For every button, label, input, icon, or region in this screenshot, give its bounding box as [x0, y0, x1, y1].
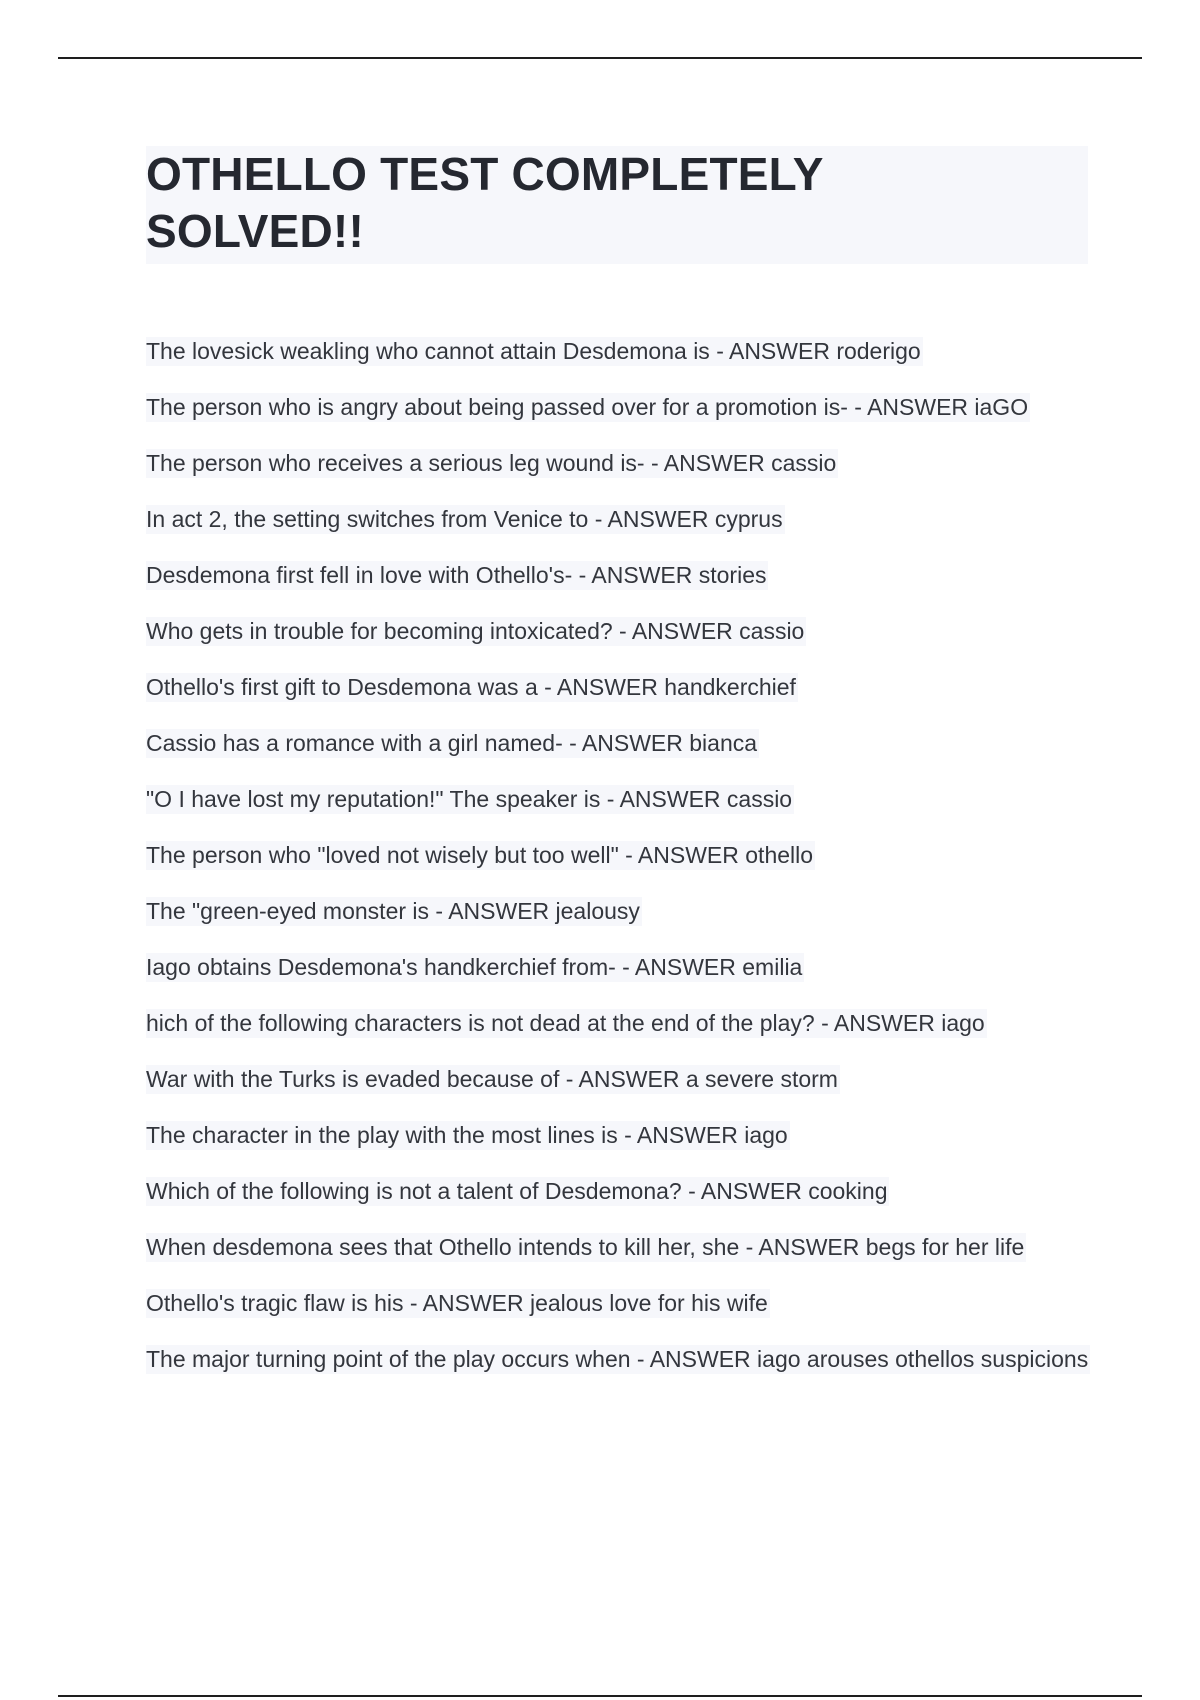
qa-item: In act 2, the setting switches from Venice to - ANSWER cyprus [146, 506, 783, 532]
qa-item: The person who "loved not wisely but too well" - ANSWER othello [146, 842, 814, 868]
qa-item: War with the Turks is evaded because of - ANSWER a severe storm [146, 1066, 838, 1092]
qa-item: The lovesick weakling who cannot attain Desdemona is - ANSWER roderigo [146, 338, 921, 364]
qa-item: The "green-eyed monster is - ANSWER jealousy [146, 898, 640, 924]
bottom-divider [58, 1695, 1142, 1697]
document-title: OTHELLO TEST COMPLETELY SOLVED!! [146, 148, 824, 257]
qa-item: Who gets in trouble for becoming intoxicated? - ANSWER cassio [146, 618, 805, 644]
qa-item: Desdemona first fell in love with Othello's- - ANSWER stories [146, 562, 767, 588]
qa-item: Iago obtains Desdemona's handkerchief from- - ANSWER emilia [146, 954, 803, 980]
qa-item: The person who receives a serious leg wound is- - ANSWER cassio [146, 450, 837, 476]
qa-item: The character in the play with the most lines is - ANSWER iago [146, 1122, 788, 1148]
qa-item: Othello's tragic flaw is his - ANSWER jealous love for his wife [146, 1290, 768, 1316]
qa-item: When desdemona sees that Othello intends to kill her, she - ANSWER begs for her life [146, 1234, 1025, 1260]
qa-item: Cassio has a romance with a girl named- - ANSWER bianca [146, 730, 758, 756]
qa-item: The person who is angry about being passed over for a promotion is- - ANSWER iaGO [146, 394, 1029, 420]
qa-item: The major turning point of the play occurs when - ANSWER iago arouses othellos suspicions [146, 1346, 1089, 1372]
question-answer-list [146, 337, 1096, 1401]
top-divider [58, 57, 1142, 59]
qa-item: Othello's first gift to Desdemona was a - ANSWER handkerchief [146, 674, 796, 700]
qa-item: "O I have lost my reputation!" The speaker is - ANSWER cassio [146, 786, 793, 812]
title-block [146, 146, 1088, 264]
qa-item: hich of the following characters is not dead at the end of the play? - ANSWER iago [146, 1010, 985, 1036]
qa-item: Which of the following is not a talent of Desdemona? - ANSWER cooking [146, 1178, 888, 1204]
